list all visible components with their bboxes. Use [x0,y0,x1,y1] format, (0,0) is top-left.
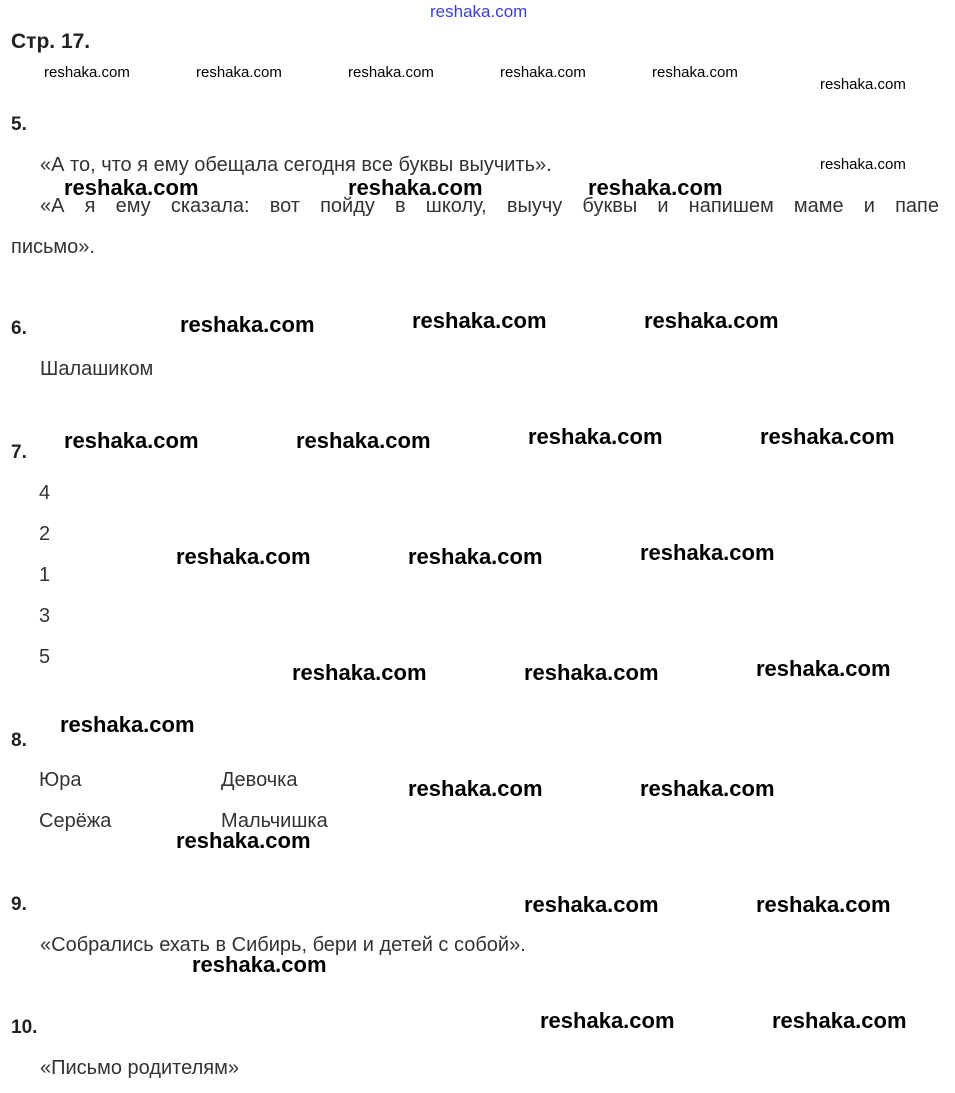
list-item: 3 [39,605,51,627]
watermark: reshaka.com [756,656,891,681]
watermark: reshaka.com [192,952,327,977]
list-item: 1 [39,564,51,586]
section-text: «А то, что я ему обещала сегодня все буквы выучить». [40,154,552,176]
section-text: Шалашиком [40,358,154,380]
section-number: 6. [11,318,27,339]
name-cell: Юра [39,769,82,791]
watermark: reshaka.com [820,76,906,93]
watermark: reshaka.com [644,308,779,333]
watermark: reshaka.com [180,312,315,337]
watermark: reshaka.com [756,892,891,917]
watermark: reshaka.com [412,308,547,333]
list-item: 2 [39,523,51,545]
watermark: reshaka.com [348,175,483,200]
watermark: reshaka.com [176,828,311,853]
watermark: reshaka.com [196,64,282,81]
section-number: 8. [11,730,27,751]
section-number: 9. [11,894,27,915]
section-text: «Собрались ехать в Сибирь, бери и детей с собой». [40,934,526,956]
watermark: reshaka.com [820,156,906,173]
section-number: 10. [11,1017,38,1038]
watermark: reshaka.com [640,540,775,565]
section-text: «А я ему сказала: вот пойду в школу, выучу буквы и напишем маме и папе [40,195,939,217]
watermark: reshaka.com [640,776,775,801]
list-item: 5 [39,646,51,668]
watermark: reshaka.com [296,428,431,453]
watermark: reshaka.com [524,660,659,685]
watermark: reshaka.com [500,64,586,81]
watermark: reshaka.com [760,424,895,449]
watermark: reshaka.com [408,776,543,801]
watermark: reshaka.com [348,64,434,81]
name-cell: Мальчишка [221,810,328,832]
name-cell: Девочка [221,769,298,791]
watermark: reshaka.com [64,175,199,200]
section-number: 7. [11,442,27,463]
watermark: reshaka.com [176,544,311,569]
list-item: 4 [39,482,51,504]
watermark: reshaka.com [292,660,427,685]
watermark: reshaka.com [44,64,130,81]
page-title: Стр. 17. [11,30,91,53]
section-text: «Письмо родителям» [40,1057,239,1079]
watermark: reshaka.com [60,712,195,737]
section-text: письмо». [11,236,95,258]
watermark: reshaka.com [588,175,723,200]
watermark: reshaka.com [528,424,663,449]
section-number: 5. [11,114,27,135]
watermark: reshaka.com [772,1008,907,1033]
watermark: reshaka.com [652,64,738,81]
watermark: reshaka.com [540,1008,675,1033]
watermark: reshaka.com [524,892,659,917]
name-cell: Серёжа [39,810,112,832]
watermark: reshaka.com [408,544,543,569]
top-watermark: reshaka.com [430,2,528,21]
watermark: reshaka.com [64,428,199,453]
